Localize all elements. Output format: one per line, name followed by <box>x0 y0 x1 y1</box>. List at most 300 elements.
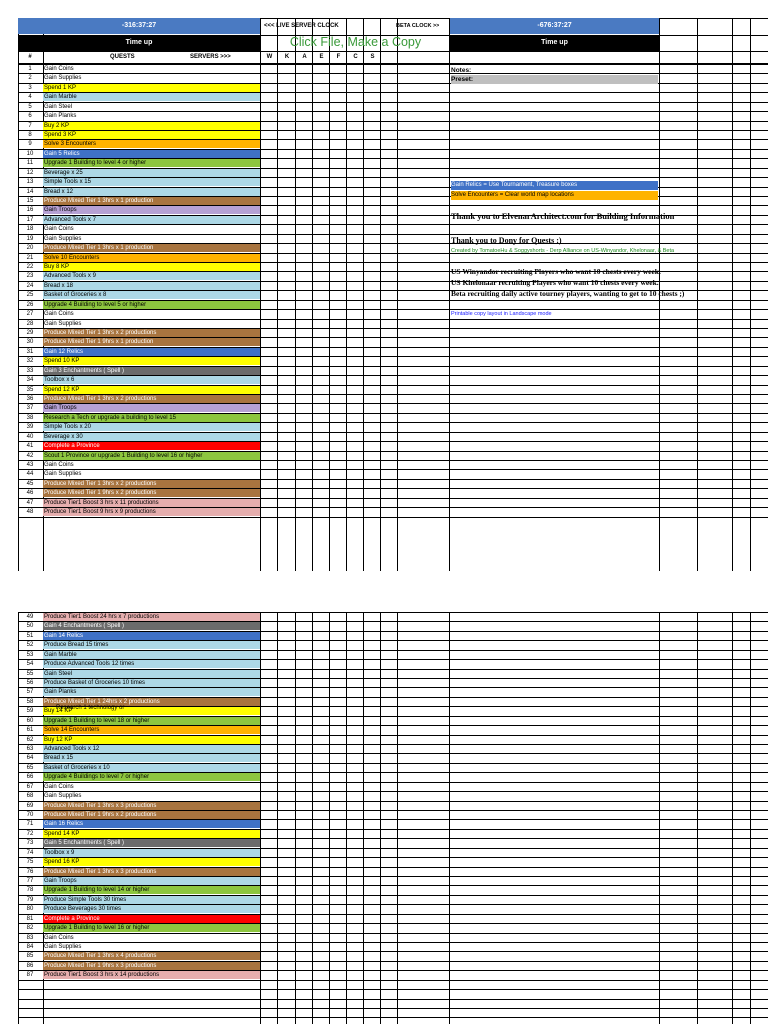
quest-name[interactable]: Basket of Groceries x 10 <box>44 765 110 771</box>
server-check-cell[interactable] <box>313 971 329 979</box>
server-check-cell[interactable] <box>313 235 329 243</box>
server-check-cell[interactable] <box>347 868 363 876</box>
server-check-cell[interactable] <box>313 886 329 894</box>
server-check-cell[interactable] <box>364 489 380 497</box>
server-check-cell[interactable] <box>296 423 312 431</box>
server-check-cell[interactable] <box>330 915 346 923</box>
server-check-cell[interactable] <box>330 386 346 394</box>
server-check-cell[interactable] <box>261 282 277 290</box>
server-check-cell[interactable] <box>330 811 346 819</box>
server-check-cell[interactable] <box>313 877 329 885</box>
server-check-cell[interactable] <box>364 670 380 678</box>
server-check-cell[interactable] <box>278 206 295 214</box>
server-check-cell[interactable] <box>330 461 346 469</box>
server-check-cell[interactable] <box>330 773 346 781</box>
server-check-cell[interactable] <box>330 886 346 894</box>
server-check-cell[interactable] <box>278 962 295 970</box>
server-check-cell[interactable] <box>313 868 329 876</box>
server-check-cell[interactable] <box>261 764 277 772</box>
server-check-cell[interactable] <box>313 206 329 214</box>
server-check-cell[interactable] <box>347 367 363 375</box>
server-check-cell[interactable] <box>364 651 380 659</box>
server-check-cell[interactable] <box>261 811 277 819</box>
quest-name[interactable]: Gain 12 Relics <box>44 349 84 355</box>
server-check-cell[interactable] <box>261 783 277 791</box>
server-check-cell[interactable] <box>261 896 277 904</box>
server-check-cell[interactable] <box>261 112 277 120</box>
server-check-cell[interactable] <box>364 103 380 111</box>
server-check-cell[interactable] <box>347 877 363 885</box>
server-check-cell[interactable] <box>347 886 363 894</box>
server-check-cell[interactable] <box>278 641 295 649</box>
server-check-cell[interactable] <box>347 329 363 337</box>
server-check-cell[interactable] <box>347 301 363 309</box>
server-check-cell[interactable] <box>330 717 346 725</box>
server-check-cell[interactable] <box>278 717 295 725</box>
server-check-cell[interactable] <box>330 613 346 621</box>
server-check-cell[interactable] <box>261 244 277 252</box>
server-check-cell[interactable] <box>347 915 363 923</box>
server-check-cell[interactable] <box>278 386 295 394</box>
server-check-cell[interactable] <box>347 820 363 828</box>
quest-name[interactable]: Produce Bread 15 times <box>44 642 109 648</box>
server-check-cell[interactable] <box>261 461 277 469</box>
server-check-cell[interactable] <box>313 348 329 356</box>
server-check-cell[interactable] <box>296 65 312 73</box>
server-check-cell[interactable] <box>278 188 295 196</box>
server-check-cell[interactable] <box>296 670 312 678</box>
server-check-cell[interactable] <box>330 764 346 772</box>
server-check-cell[interactable] <box>278 103 295 111</box>
quest-name[interactable]: Gain Steel <box>44 671 73 677</box>
server-check-cell[interactable] <box>330 357 346 365</box>
server-check-cell[interactable] <box>296 508 312 516</box>
server-check-cell[interactable] <box>261 423 277 431</box>
quest-name[interactable]: Toolbox x 9 <box>44 850 75 856</box>
server-check-cell[interactable] <box>278 93 295 101</box>
server-check-cell[interactable] <box>278 698 295 706</box>
server-check-cell[interactable] <box>313 386 329 394</box>
server-check-cell[interactable] <box>347 499 363 507</box>
server-check-cell[interactable] <box>296 254 312 262</box>
server-check-cell[interactable] <box>261 225 277 233</box>
server-check-cell[interactable] <box>364 414 380 422</box>
server-check-cell[interactable] <box>364 404 380 412</box>
server-check-cell[interactable] <box>330 754 346 762</box>
server-check-cell[interactable] <box>313 93 329 101</box>
server-check-cell[interactable] <box>364 868 380 876</box>
server-check-cell[interactable] <box>330 499 346 507</box>
server-check-cell[interactable] <box>313 641 329 649</box>
server-check-cell[interactable] <box>347 140 363 148</box>
server-check-cell[interactable] <box>296 131 312 139</box>
server-check-cell[interactable] <box>261 651 277 659</box>
quest-name[interactable]: Advanced Tools x 9 <box>44 273 96 279</box>
server-check-cell[interactable] <box>347 442 363 450</box>
server-check-cell[interactable] <box>296 348 312 356</box>
server-check-cell[interactable] <box>296 924 312 932</box>
quest-name[interactable]: Produce Mixed Tier 1 3hrs x 1 production <box>44 245 154 251</box>
quest-name[interactable]: Buy 12 KP <box>44 737 73 743</box>
server-check-cell[interactable] <box>296 971 312 979</box>
server-check-cell[interactable] <box>261 802 277 810</box>
server-check-cell[interactable] <box>313 216 329 224</box>
server-check-cell[interactable] <box>347 197 363 205</box>
server-check-cell[interactable] <box>364 197 380 205</box>
server-check-cell[interactable] <box>330 830 346 838</box>
server-check-cell[interactable] <box>278 915 295 923</box>
server-check-cell[interactable] <box>347 670 363 678</box>
server-check-cell[interactable] <box>330 423 346 431</box>
server-check-cell[interactable] <box>313 131 329 139</box>
server-check-cell[interactable] <box>313 320 329 328</box>
server-check-cell[interactable] <box>347 773 363 781</box>
server-check-cell[interactable] <box>313 282 329 290</box>
server-check-cell[interactable] <box>347 632 363 640</box>
server-check-cell[interactable] <box>364 150 380 158</box>
server-check-cell[interactable] <box>278 140 295 148</box>
server-check-cell[interactable] <box>261 272 277 280</box>
server-check-cell[interactable] <box>330 792 346 800</box>
server-check-cell[interactable] <box>296 622 312 630</box>
server-check-cell[interactable] <box>278 65 295 73</box>
quest-name[interactable]: Upgrade 1 Building to level 14 or higher <box>44 887 150 893</box>
server-check-cell[interactable] <box>347 122 363 130</box>
server-check-cell[interactable] <box>364 971 380 979</box>
server-check-cell[interactable] <box>347 641 363 649</box>
server-check-cell[interactable] <box>278 839 295 847</box>
server-check-cell[interactable] <box>261 773 277 781</box>
server-check-cell[interactable] <box>330 849 346 857</box>
server-check-cell[interactable] <box>330 622 346 630</box>
server-check-cell[interactable] <box>278 225 295 233</box>
quest-name[interactable]: Gain Coins <box>44 935 74 941</box>
server-check-cell[interactable] <box>296 376 312 384</box>
server-check-cell[interactable] <box>261 508 277 516</box>
server-check-cell[interactable] <box>278 971 295 979</box>
server-check-cell[interactable] <box>296 159 312 167</box>
server-check-cell[interactable] <box>278 773 295 781</box>
server-check-cell[interactable] <box>330 348 346 356</box>
server-check-cell[interactable] <box>261 924 277 932</box>
quest-name[interactable]: Gain Supplies <box>44 321 82 327</box>
server-check-cell[interactable] <box>296 291 312 299</box>
server-check-cell[interactable] <box>313 698 329 706</box>
server-check-cell[interactable] <box>313 651 329 659</box>
server-check-cell[interactable] <box>296 962 312 970</box>
server-check-cell[interactable] <box>330 122 346 130</box>
server-check-cell[interactable] <box>330 858 346 866</box>
server-check-cell[interactable] <box>278 660 295 668</box>
server-check-cell[interactable] <box>330 952 346 960</box>
server-check-cell[interactable] <box>278 301 295 309</box>
quest-name[interactable]: Gain 5 Relics <box>44 151 80 157</box>
server-check-cell[interactable] <box>347 225 363 233</box>
server-check-cell[interactable] <box>364 802 380 810</box>
server-check-cell[interactable] <box>261 310 277 318</box>
server-check-cell[interactable] <box>261 820 277 828</box>
server-check-cell[interactable] <box>261 84 277 92</box>
server-check-cell[interactable] <box>296 301 312 309</box>
server-check-cell[interactable] <box>278 291 295 299</box>
server-check-cell[interactable] <box>261 858 277 866</box>
server-check-cell[interactable] <box>364 792 380 800</box>
quest-name[interactable]: Produce Simple Tools 30 times <box>44 897 127 903</box>
server-check-cell[interactable] <box>278 244 295 252</box>
server-check-cell[interactable] <box>364 376 380 384</box>
server-check-cell[interactable] <box>364 442 380 450</box>
server-check-cell[interactable] <box>296 726 312 734</box>
server-check-cell[interactable] <box>330 726 346 734</box>
server-check-cell[interactable] <box>313 508 329 516</box>
server-check-cell[interactable] <box>278 924 295 932</box>
server-check-cell[interactable] <box>364 745 380 753</box>
server-check-cell[interactable] <box>364 301 380 309</box>
server-check-cell[interactable] <box>347 811 363 819</box>
server-check-cell[interactable] <box>278 811 295 819</box>
server-check-cell[interactable] <box>313 65 329 73</box>
server-check-cell[interactable] <box>261 670 277 678</box>
server-check-cell[interactable] <box>313 225 329 233</box>
server-check-cell[interactable] <box>347 508 363 516</box>
server-check-cell[interactable] <box>261 131 277 139</box>
server-check-cell[interactable] <box>313 433 329 441</box>
server-check-cell[interactable] <box>330 736 346 744</box>
quest-name[interactable]: Beverage x 30 <box>44 434 83 440</box>
server-check-cell[interactable] <box>296 386 312 394</box>
server-check-cell[interactable] <box>347 698 363 706</box>
server-check-cell[interactable] <box>296 905 312 913</box>
server-check-cell[interactable] <box>313 839 329 847</box>
server-check-cell[interactable] <box>364 508 380 516</box>
server-check-cell[interactable] <box>296 773 312 781</box>
server-check-cell[interactable] <box>330 188 346 196</box>
quest-name[interactable]: Spend 3 KP <box>44 132 77 138</box>
server-check-cell[interactable] <box>313 783 329 791</box>
server-check-cell[interactable] <box>278 272 295 280</box>
server-check-cell[interactable] <box>330 74 346 82</box>
server-check-cell[interactable] <box>364 74 380 82</box>
copy-banner[interactable]: Click File, Make a Copy <box>289 35 422 49</box>
server-check-cell[interactable] <box>313 159 329 167</box>
server-check-cell[interactable] <box>313 613 329 621</box>
server-check-cell[interactable] <box>296 404 312 412</box>
server-check-cell[interactable] <box>261 886 277 894</box>
quest-name[interactable]: Produce Mixed Tier 1 3hrs x 2 productions <box>44 481 157 487</box>
server-check-cell[interactable] <box>296 74 312 82</box>
server-check-cell[interactable] <box>347 188 363 196</box>
server-check-cell[interactable] <box>296 140 312 148</box>
quest-name[interactable]: Produce Basket of Groceries 10 times <box>44 680 146 686</box>
server-check-cell[interactable] <box>330 971 346 979</box>
server-check-cell[interactable] <box>347 414 363 422</box>
server-check-cell[interactable] <box>313 338 329 346</box>
server-check-cell[interactable] <box>313 140 329 148</box>
server-check-cell[interactable] <box>296 886 312 894</box>
server-check-cell[interactable] <box>261 442 277 450</box>
quest-name[interactable]: Buy 8 KP <box>44 264 70 270</box>
server-check-cell[interactable] <box>278 74 295 82</box>
server-check-cell[interactable] <box>364 206 380 214</box>
server-check-cell[interactable] <box>261 301 277 309</box>
quest-name[interactable]: Gain Troops <box>44 207 77 213</box>
server-check-cell[interactable] <box>313 197 329 205</box>
quest-name[interactable]: Beverage x 25 <box>44 170 83 176</box>
quest-name[interactable]: Bread x 18 <box>44 283 74 289</box>
server-check-cell[interactable] <box>296 84 312 92</box>
quest-name[interactable]: Gain Marble <box>44 94 77 100</box>
server-check-cell[interactable] <box>296 480 312 488</box>
server-check-cell[interactable] <box>296 470 312 478</box>
server-check-cell[interactable] <box>278 159 295 167</box>
server-check-cell[interactable] <box>278 329 295 337</box>
server-check-cell[interactable] <box>347 952 363 960</box>
server-check-cell[interactable] <box>261 65 277 73</box>
server-check-cell[interactable] <box>347 169 363 177</box>
server-check-cell[interactable] <box>296 329 312 337</box>
server-check-cell[interactable] <box>296 244 312 252</box>
server-check-cell[interactable] <box>364 943 380 951</box>
server-check-cell[interactable] <box>364 461 380 469</box>
server-check-cell[interactable] <box>278 84 295 92</box>
server-check-cell[interactable] <box>278 320 295 328</box>
server-check-cell[interactable] <box>347 103 363 111</box>
server-check-cell[interactable] <box>313 376 329 384</box>
server-check-cell[interactable] <box>296 717 312 725</box>
server-check-cell[interactable] <box>364 952 380 960</box>
quest-name[interactable]: Advanced Tools x 7 <box>44 217 96 223</box>
server-check-cell[interactable] <box>347 235 363 243</box>
server-check-cell[interactable] <box>364 839 380 847</box>
server-check-cell[interactable] <box>313 952 329 960</box>
server-check-cell[interactable] <box>364 254 380 262</box>
server-check-cell[interactable] <box>278 802 295 810</box>
quest-name[interactable]: Simple Tools x 20 <box>44 424 91 430</box>
server-check-cell[interactable] <box>278 688 295 696</box>
server-check-cell[interactable] <box>364 178 380 186</box>
server-check-cell[interactable] <box>313 329 329 337</box>
server-check-cell[interactable] <box>296 225 312 233</box>
quest-name[interactable]: Gain 5 Enchantments ( Spell ) <box>44 840 125 846</box>
server-check-cell[interactable] <box>278 905 295 913</box>
server-check-cell[interactable] <box>313 962 329 970</box>
server-check-cell[interactable] <box>296 461 312 469</box>
server-check-cell[interactable] <box>278 169 295 177</box>
server-check-cell[interactable] <box>313 423 329 431</box>
server-check-cell[interactable] <box>296 499 312 507</box>
server-check-cell[interactable] <box>313 802 329 810</box>
server-check-cell[interactable] <box>261 613 277 621</box>
server-check-cell[interactable] <box>261 934 277 942</box>
server-check-cell[interactable] <box>296 395 312 403</box>
server-check-cell[interactable] <box>347 688 363 696</box>
server-check-cell[interactable] <box>313 811 329 819</box>
server-check-cell[interactable] <box>330 159 346 167</box>
server-check-cell[interactable] <box>296 414 312 422</box>
server-check-cell[interactable] <box>347 282 363 290</box>
server-check-cell[interactable] <box>364 112 380 120</box>
server-check-cell[interactable] <box>364 272 380 280</box>
server-check-cell[interactable] <box>296 849 312 857</box>
server-check-cell[interactable] <box>296 868 312 876</box>
server-check-cell[interactable] <box>330 745 346 753</box>
server-check-cell[interactable] <box>347 338 363 346</box>
server-check-cell[interactable] <box>261 470 277 478</box>
server-check-cell[interactable] <box>347 849 363 857</box>
quest-name[interactable]: Produce Mixed Tier 1 9hrs x 2 productions <box>44 490 157 496</box>
server-check-cell[interactable] <box>330 924 346 932</box>
server-check-cell[interactable] <box>313 905 329 913</box>
server-check-cell[interactable] <box>278 254 295 262</box>
server-check-cell[interactable] <box>313 178 329 186</box>
server-check-cell[interactable] <box>330 93 346 101</box>
server-check-cell[interactable] <box>330 679 346 687</box>
quest-name[interactable]: Produce Beverages 30 times <box>44 906 122 912</box>
server-check-cell[interactable] <box>261 943 277 951</box>
server-check-cell[interactable] <box>347 480 363 488</box>
server-check-cell[interactable] <box>364 877 380 885</box>
server-check-cell[interactable] <box>313 849 329 857</box>
server-check-cell[interactable] <box>261 206 277 214</box>
server-check-cell[interactable] <box>278 632 295 640</box>
server-check-cell[interactable] <box>364 338 380 346</box>
server-check-cell[interactable] <box>278 877 295 885</box>
server-check-cell[interactable] <box>278 952 295 960</box>
server-check-cell[interactable] <box>296 122 312 130</box>
server-check-cell[interactable] <box>364 632 380 640</box>
server-check-cell[interactable] <box>364 773 380 781</box>
server-check-cell[interactable] <box>278 235 295 243</box>
server-check-cell[interactable] <box>261 679 277 687</box>
server-check-cell[interactable] <box>261 480 277 488</box>
server-check-cell[interactable] <box>330 282 346 290</box>
quest-name[interactable]: Solve 14 Encounters <box>44 727 100 733</box>
server-check-cell[interactable] <box>347 962 363 970</box>
server-check-cell[interactable] <box>347 754 363 762</box>
server-check-cell[interactable] <box>278 122 295 130</box>
quest-name[interactable]: Produce Mixed Tier 1 9hrs x 2 productions <box>44 812 157 818</box>
server-check-cell[interactable] <box>261 159 277 167</box>
server-check-cell[interactable] <box>278 896 295 904</box>
server-check-cell[interactable] <box>364 310 380 318</box>
server-check-cell[interactable] <box>364 736 380 744</box>
quest-name[interactable]: Gain Coins <box>44 226 74 232</box>
server-check-cell[interactable] <box>296 830 312 838</box>
quest-name[interactable]: Bread x 15 <box>44 755 74 761</box>
server-check-cell[interactable] <box>278 470 295 478</box>
quest-name[interactable]: Gain Planks <box>44 689 77 695</box>
server-check-cell[interactable] <box>347 707 363 715</box>
server-check-cell[interactable] <box>313 764 329 772</box>
server-check-cell[interactable] <box>364 679 380 687</box>
server-check-cell[interactable] <box>278 934 295 942</box>
server-check-cell[interactable] <box>313 943 329 951</box>
server-check-cell[interactable] <box>261 632 277 640</box>
server-check-cell[interactable] <box>313 74 329 82</box>
server-check-cell[interactable] <box>261 338 277 346</box>
server-check-cell[interactable] <box>313 934 329 942</box>
server-check-cell[interactable] <box>296 736 312 744</box>
server-check-cell[interactable] <box>330 320 346 328</box>
server-check-cell[interactable] <box>364 698 380 706</box>
server-check-cell[interactable] <box>313 188 329 196</box>
quest-name[interactable]: Upgrade 4 Building to level 5 or higher <box>44 302 147 308</box>
server-check-cell[interactable] <box>347 971 363 979</box>
server-check-cell[interactable] <box>261 263 277 271</box>
server-check-cell[interactable] <box>278 886 295 894</box>
server-check-cell[interactable] <box>330 65 346 73</box>
server-check-cell[interactable] <box>364 131 380 139</box>
